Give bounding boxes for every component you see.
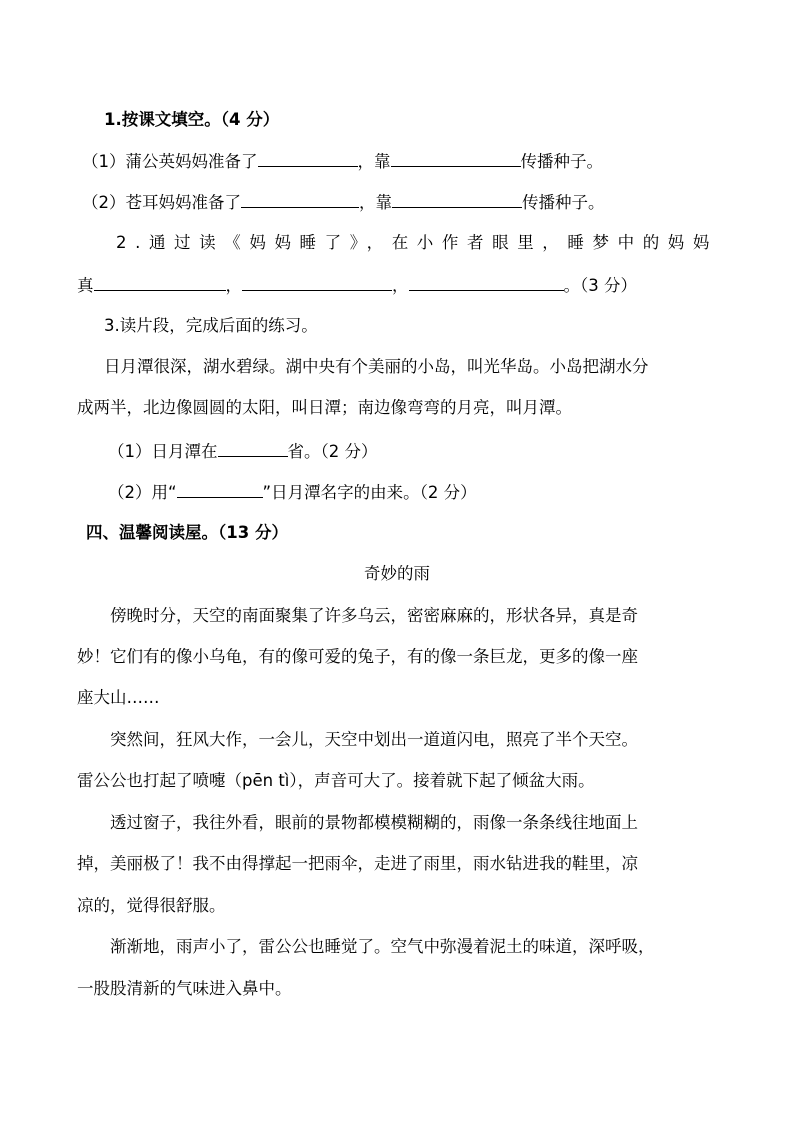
q1-item1-blank-a[interactable] — [258, 148, 358, 167]
q3-sub-2 — [108, 479, 477, 505]
q2-blank-3[interactable] — [409, 272, 564, 291]
section-4-heading: 四、温馨阅读屋。（13 分） — [86, 523, 288, 542]
story-p4-line-1: 渐渐地，雨声小了，雷公公也睡觉了。空气中弥漫着泥土的味道，深呼吸， — [110, 937, 655, 956]
story-p3-line-2: 掉，美丽极了！我不由得撑起一把雨伞，走进了雨里，雨水钻进我的鞋里，凉 — [77, 854, 638, 873]
q1-item2-mid: ，靠 — [359, 193, 392, 212]
q1-item2-blank-a[interactable] — [241, 189, 359, 208]
q2-sep-2: ， — [392, 276, 409, 295]
q1-item1-pre: （1）蒲公英妈妈准备了 — [82, 152, 258, 171]
q2-line-1: 2.通过读《妈妈睡了》，在小作者眼里，睡梦中的妈妈 — [116, 233, 718, 252]
story-p1-line-2: 妙！它们有的像小乌龟，有的像可爱的兔子，有的像一条巨龙，更多的像一座 — [77, 647, 638, 666]
q2-line2-pre: 真 — [77, 276, 94, 295]
q1-item2-blank-b[interactable] — [392, 189, 522, 208]
q3-sub1-post: 省。（2 分） — [287, 442, 378, 461]
q3-sub1-blank[interactable] — [218, 438, 288, 457]
q3-sub2-pre: （2）用“ — [108, 483, 177, 502]
q1-item1-mid: ，靠 — [357, 152, 391, 171]
story-p3-line-1: 透过窗子，我往外看，眼前的景物都模模糊糊的，雨像一条条线往地面上 — [110, 813, 638, 832]
q3-sub2-post: ”日月潭名字的由来。（2 分） — [262, 483, 477, 502]
q3-sub1-pre: （1）日月潭在 — [108, 442, 218, 461]
q1-item2-post: 传播种子。 — [522, 193, 605, 212]
q3-title: 3.读片段，完成后面的练习。 — [104, 316, 318, 335]
story-p1-line-3: 座大山…… — [77, 688, 160, 707]
q3-passage-line-2: 成两半，北边像圆圆的太阳，叫日潭；南边像弯弯的月亮，叫月潭。 — [77, 398, 572, 417]
q1-item2-pre: （2）苍耳妈妈准备了 — [82, 193, 241, 212]
story-p2-line-2: 雷公公也打起了喷嚏（pēn tì），声音可大了。接着就下起了倾盆大雨。 — [77, 771, 595, 790]
q3-passage-line-1: 日月潭很深，湖水碧绿。湖中央有个美丽的小岛，叫光华岛。小岛把湖水分 — [104, 357, 649, 376]
story-p2-line-1: 突然间，狂风大作，一会儿，天空中划出一道道闪电，照亮了半个天空。 — [110, 730, 638, 749]
q2-line2-post: 。（3 分） — [563, 276, 637, 295]
q2-blank-1[interactable] — [94, 272, 226, 291]
q3-sub2-blank[interactable] — [177, 479, 263, 498]
q2-line-2 — [77, 272, 637, 298]
q1-item-1 — [82, 148, 603, 174]
q1-item1-post: 传播种子。 — [520, 152, 603, 171]
q1-item1-blank-b[interactable] — [391, 148, 521, 167]
story-p3-line-3: 凉的，觉得很舒服。 — [77, 896, 226, 915]
story-p1-line-1: 傍晚时分，天空的南面聚集了许多乌云，密密麻麻的，形状各异，真是奇 — [110, 606, 638, 625]
q2-blank-2[interactable] — [242, 272, 392, 291]
story-title: 奇妙的雨 — [364, 564, 430, 583]
q3-sub-1 — [108, 438, 378, 464]
story-p4-line-2: 一股股清新的气味进入鼻中。 — [77, 979, 292, 998]
q1-item-2 — [82, 189, 605, 215]
q2-sep-1: ， — [225, 276, 242, 295]
q1-title: 1.按课文填空。（4 分） — [104, 110, 280, 129]
